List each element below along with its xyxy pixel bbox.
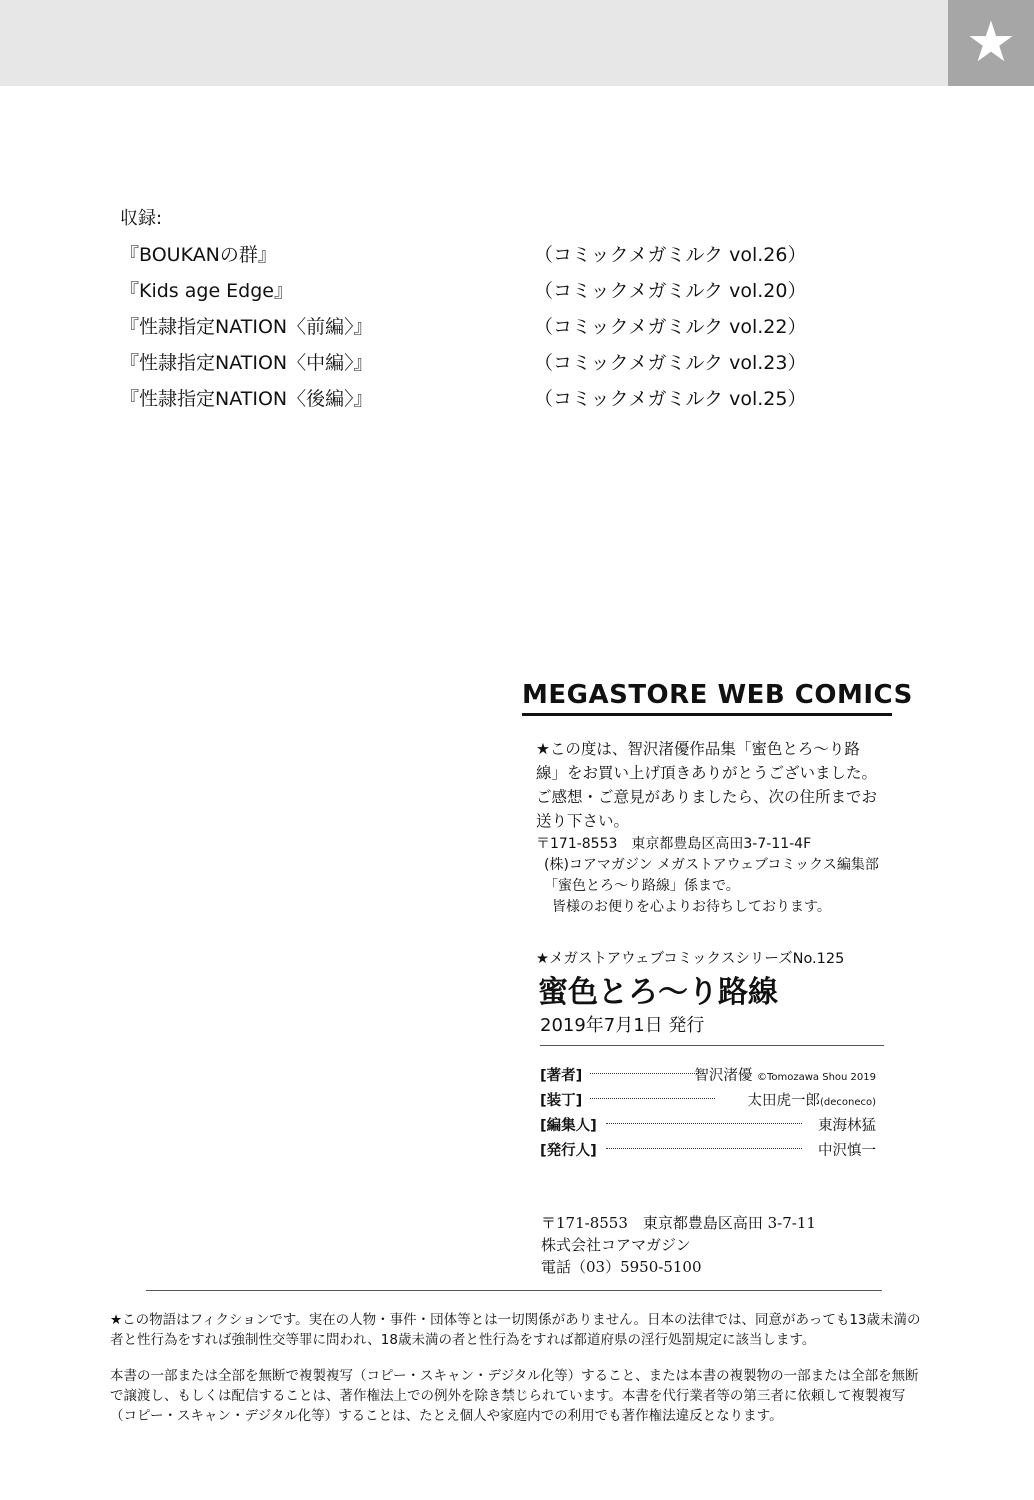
publisher-company: 株式会社コアマガジン <box>541 1236 691 1254</box>
thanks-message: ★この度は、智沢渚優作品集「蜜色とろ〜り路線」をお買い上げ頂きありがとうございました。ご感想・ご意見がありましたら、次の住所までお送り下さい。 <box>536 740 878 830</box>
star-icon: ★ <box>965 10 1017 75</box>
credit-role: [装丁] <box>540 1093 583 1109</box>
contents-source: （コミックメガミルク vol.26） <box>534 244 807 266</box>
leader-dots <box>606 1148 802 1149</box>
brand-underline <box>522 713 892 716</box>
credit-person: 太田虎一郎 <box>747 1093 820 1109</box>
fiction-notice: ★この物語はフィクションです。実在の人物・事件・団体等とは一切関係がありません。日本の法律では、同意があっても13歳未満の者と性行為をすれば強制性交等罪に問われ、18歳未満の者と性行為をすれば都道府県の淫行処罰規定に該当します。 <box>110 1312 921 1348</box>
credit-row-editor <box>540 1114 876 1138</box>
credit-note: ©Tomozawa Shou 2019 <box>756 1072 876 1083</box>
contents-source: （コミックメガミルク vol.23） <box>534 352 807 374</box>
leader-dots <box>590 1098 715 1099</box>
contents-title: 『性隷指定NATION〈前編〉』 <box>120 316 373 338</box>
leader-dots <box>606 1123 802 1124</box>
publisher-phone: 電話（03）5950-5100 <box>541 1258 702 1276</box>
mail-address <box>536 834 896 918</box>
publisher-info <box>541 1212 816 1278</box>
series-label: ★メガストアウェブコミックスシリーズNo.125 <box>536 951 845 967</box>
contents-title: 『性隷指定NATION〈中編〉』 <box>120 352 373 374</box>
top-band <box>0 0 948 86</box>
copyright-notice: 本書の一部または全部を無断で複製複写（コピー・スキャン・デジタル化等）すること、または本書の複製物の一部または全部を無断で譲渡し、もしくは配信することは、著作権法上での例外を除き禁じられています。本書を代行業者等の第三者に依頼して複製複写（コピー・スキャン・デジタル化等）することは、たとえ個人や家庭内での利用でも著作権法違反となります。 <box>110 1368 919 1424</box>
leader-dots <box>590 1073 705 1074</box>
publisher-address: 〒171-8553 東京都豊島区高田 3-7-11 <box>541 1214 816 1232</box>
contents-title: 『Kids age Edge』 <box>120 280 293 302</box>
contents-source: （コミックメガミルク vol.22） <box>534 316 807 338</box>
contents-title: 『性隷指定NATION〈後編〉』 <box>120 388 373 410</box>
credit-role: [編集人] <box>540 1118 597 1134</box>
credit-row-author <box>540 1064 876 1088</box>
contents-source: （コミックメガミルク vol.25） <box>534 388 807 410</box>
book-title: 蜜色とろ〜り路線 <box>538 975 778 1010</box>
contents-row <box>120 312 820 342</box>
credit-name <box>747 1089 876 1110</box>
credit-role: [著者] <box>540 1068 583 1084</box>
credits-divider <box>540 1045 884 1046</box>
contents-label: 収録: <box>120 208 163 229</box>
contents-row <box>120 384 820 414</box>
address-line: 皆様のお便りを心よりお待ちしております。 <box>552 899 831 915</box>
contents-source: （コミックメガミルク vol.20） <box>534 280 807 302</box>
notice-divider <box>146 1290 882 1291</box>
credit-name: 中沢慎一 <box>818 1143 876 1159</box>
address-line: 〒171-8553 東京都豊島区高田3-7-11-4F <box>536 836 812 852</box>
address-line: 「蜜色とろ〜り路線」係まで。 <box>544 878 740 894</box>
credit-name <box>694 1064 876 1085</box>
credit-row-publisher <box>540 1139 876 1163</box>
contents-row <box>120 348 820 378</box>
address-line: (株)コアマガジン メガストアウェブコミックス編集部 <box>544 857 879 873</box>
contents-title: 『BOUKANの群』 <box>120 244 277 266</box>
credit-person: 智沢渚優 <box>694 1068 753 1084</box>
contents-row <box>120 276 820 306</box>
brand-logo: MEGASTORE WEB COMICS <box>522 680 913 710</box>
contents-row <box>120 240 820 270</box>
credit-row-design <box>540 1089 876 1113</box>
credit-role: [発行人] <box>540 1143 597 1159</box>
credit-name: 東海林猛 <box>818 1118 876 1134</box>
publication-date: 2019年7月1日 発行 <box>540 1015 705 1036</box>
corner-star-box <box>948 0 1034 86</box>
credit-note: (deconeco) <box>819 1097 876 1108</box>
